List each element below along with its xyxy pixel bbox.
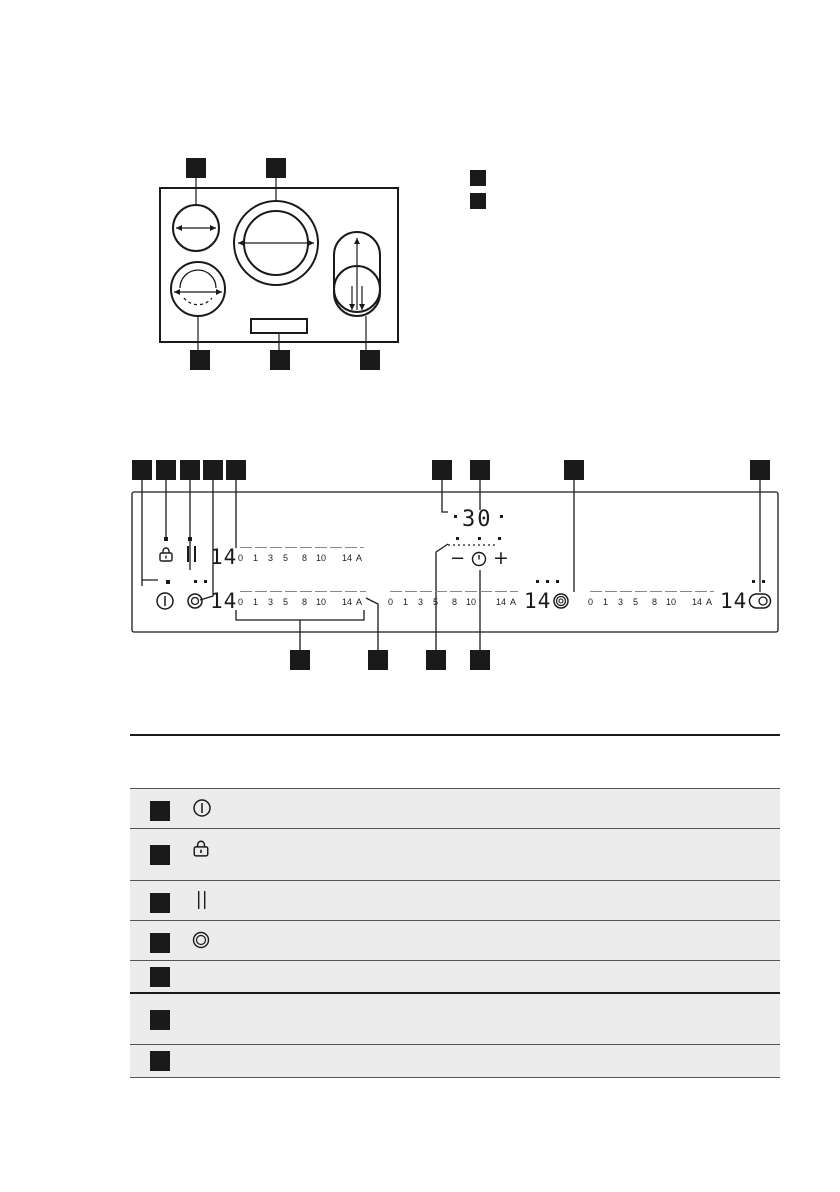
scale-label: 1 bbox=[253, 553, 259, 563]
timer-display: 30 bbox=[462, 507, 493, 532]
scale-label: 1 bbox=[603, 597, 609, 607]
power-slider[interactable] bbox=[238, 546, 364, 568]
scale-label: 14 bbox=[692, 597, 703, 607]
scale-label: 3 bbox=[418, 597, 424, 607]
scale-label: 3 bbox=[618, 597, 624, 607]
scale-label: 0 bbox=[238, 597, 244, 607]
timer-plus-button[interactable]: + bbox=[493, 547, 509, 569]
lock-icon bbox=[192, 839, 210, 857]
scale-label: 0 bbox=[588, 597, 594, 607]
zone-ring-icon[interactable] bbox=[552, 592, 570, 610]
timer-dot bbox=[454, 515, 457, 518]
zone-level-display: 14 bbox=[210, 589, 238, 613]
zone-level-display: 14 bbox=[720, 589, 748, 613]
indicator-dot bbox=[762, 580, 765, 583]
scale-label: A bbox=[356, 597, 363, 607]
scale-label: 5 bbox=[283, 597, 289, 607]
row-number-badge bbox=[150, 967, 170, 987]
indicator-dot bbox=[546, 580, 549, 583]
indicator-dot bbox=[556, 580, 559, 583]
row-number-badge bbox=[150, 1010, 170, 1030]
scale-label: 10 bbox=[316, 553, 327, 563]
bridge-icon[interactable] bbox=[748, 592, 772, 610]
indicator-dot bbox=[164, 537, 168, 541]
pause-icon bbox=[196, 890, 208, 910]
scale-label: 10 bbox=[316, 597, 327, 607]
scale-label: 0 bbox=[238, 553, 244, 563]
indicator-dot bbox=[204, 580, 207, 583]
scale-label: A bbox=[356, 553, 363, 563]
scale-label: A bbox=[510, 597, 517, 607]
indicator-dot bbox=[166, 580, 170, 584]
indicator-dot bbox=[752, 580, 755, 583]
scale-label: 8 bbox=[452, 597, 458, 607]
scale-label: 14 bbox=[342, 597, 353, 607]
scale-label: 10 bbox=[466, 597, 477, 607]
indicator-dot bbox=[536, 580, 539, 583]
power-level-display: 14 bbox=[210, 545, 238, 569]
scale-label: 5 bbox=[633, 597, 639, 607]
zone-power-slider[interactable] bbox=[238, 590, 366, 612]
zone-ring-icon bbox=[192, 931, 210, 949]
timer-dot bbox=[500, 515, 503, 518]
clock-icon[interactable] bbox=[471, 551, 487, 567]
row-number-badge bbox=[150, 801, 170, 821]
table-row bbox=[130, 992, 780, 1046]
row-number-badge bbox=[150, 933, 170, 953]
scale-label: 10 bbox=[666, 597, 677, 607]
zone-power-slider[interactable] bbox=[588, 590, 714, 612]
timer-dot bbox=[498, 537, 501, 540]
table-row bbox=[130, 920, 780, 961]
scale-label: 5 bbox=[433, 597, 439, 607]
table-row bbox=[130, 960, 780, 993]
timer-dot bbox=[478, 537, 481, 540]
row-number-badge bbox=[150, 893, 170, 913]
table-top-rule bbox=[130, 734, 780, 736]
timer-dot bbox=[456, 537, 459, 540]
indicator-dot bbox=[194, 580, 197, 583]
table-row bbox=[130, 788, 780, 829]
scale-label: 0 bbox=[388, 597, 394, 607]
scale-label: 1 bbox=[253, 597, 259, 607]
table-row bbox=[130, 828, 780, 881]
scale-label: 3 bbox=[268, 553, 274, 563]
scale-label: 14 bbox=[496, 597, 507, 607]
row-number-badge bbox=[150, 845, 170, 865]
indicator-dot bbox=[188, 537, 192, 541]
power-icon bbox=[192, 798, 212, 818]
scale-label: 8 bbox=[302, 553, 308, 563]
pause-icon[interactable] bbox=[185, 545, 199, 563]
table-row bbox=[130, 1044, 780, 1078]
table-row bbox=[130, 880, 780, 921]
scale-label: 1 bbox=[403, 597, 409, 607]
scale-label: 5 bbox=[283, 553, 289, 563]
scale-label: A bbox=[706, 597, 713, 607]
scale-label: 8 bbox=[302, 597, 308, 607]
zone-power-slider[interactable] bbox=[388, 590, 518, 612]
scale-label: 3 bbox=[268, 597, 274, 607]
zone-ring-icon[interactable] bbox=[186, 592, 204, 610]
zone-level-display: 14 bbox=[524, 589, 552, 613]
power-icon[interactable] bbox=[155, 591, 175, 611]
timer-minus-button[interactable]: − bbox=[450, 548, 466, 569]
scale-label: 14 bbox=[342, 553, 353, 563]
scale-label: 8 bbox=[652, 597, 658, 607]
row-number-badge bbox=[150, 1051, 170, 1071]
lock-icon[interactable] bbox=[158, 546, 174, 562]
